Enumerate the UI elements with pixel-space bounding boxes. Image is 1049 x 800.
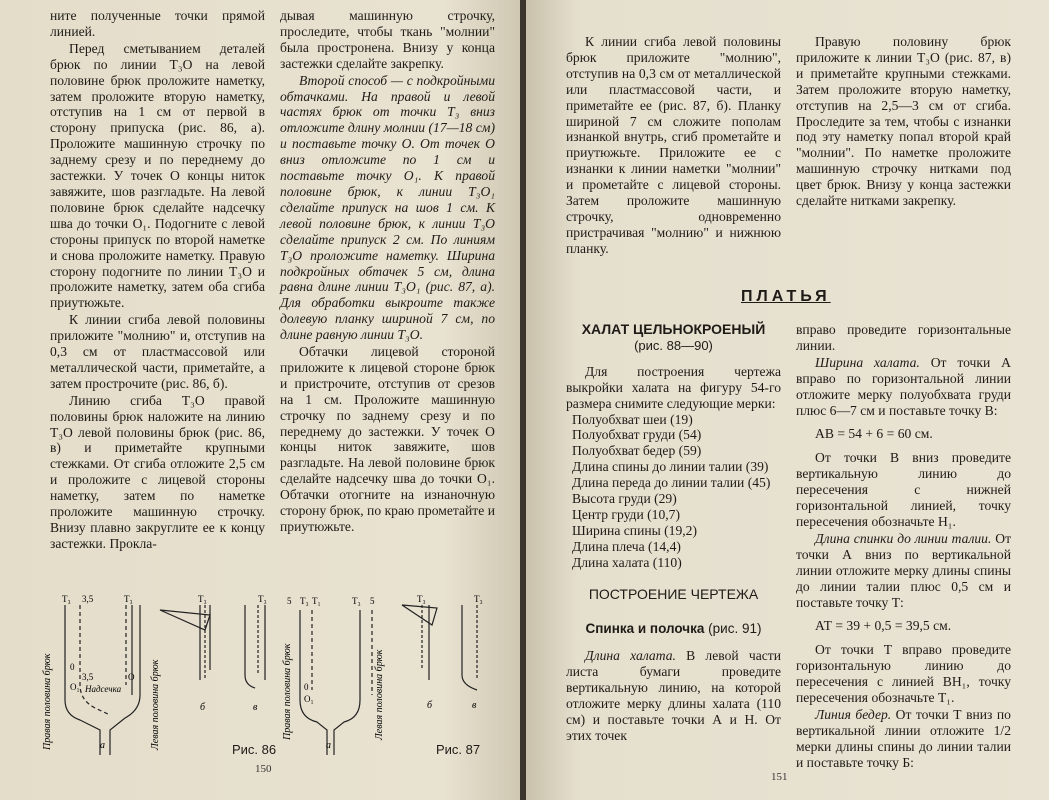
right-page-column-2-top	[796, 34, 1011, 209]
figure-87-caption: Рис. 87	[436, 742, 481, 757]
paragraph-italic: Второй способ — с подкройными обтачками. На правой и левой частях брюк от точки Т₃ вниз отложите длину молнии (17—18 см) и поставьте точку О. От точек О вниз отложите по 1 см и поставьте точку О₁. К правой половине брюк, к линии Т₃О₁ сделайте припуск на шов 1 см. К левой половине брюк, к линии Т₃О сделайте припуск 2 см. По линиям Т₃О проложите наметку. Ширина подкройных обтачек 5 см, длина равна длине линии Т₃О₁ (рис. 87, а). Для обработки выкроите также долевую планку шириной 7 см, по длине равную линии Т₃О.	[280, 72, 495, 343]
list-item: Длина плеча (14,4)	[572, 538, 681, 554]
list-item: Полуобхват бедер (59)	[572, 443, 702, 459]
section-title: ПЛАТЬЯ	[741, 288, 831, 305]
article-title: ХАЛАТ ЦЕЛЬНОКРОЕНЫЙ	[581, 321, 766, 337]
formula: АТ = 39 + 0,5 = 39,5 см.	[815, 618, 952, 634]
lead-italic: Длина спинки до линии талии.	[815, 530, 992, 546]
figure-label: в	[253, 702, 258, 713]
figure-label: а	[326, 740, 331, 751]
right-page-column-1-top	[566, 34, 781, 257]
figure-label: Левая половина брюк	[150, 659, 161, 750]
list-item: Центр груди (10,7)	[572, 506, 680, 522]
list-item: Длина переда до линии талии (45)	[572, 475, 771, 491]
paragraph: К линии сгиба левой половины брюк приложите "молнию", отступив на 0,3 см от металлической или пластмассовой части, и приметайте ее (рис. 87, б). Планку шириной 7 см сложите пополам изнанкой внутрь, сгиб прометайте и приутюжьте. Приложите ее с изнанки к линии наметки "молнии" и прометайте с лицевой стороны. Затем проложите машинную строчку, одновременно пристрачивая "молнию" и нижнюю планку.	[566, 34, 781, 256]
list-item: Высота груди (29)	[572, 491, 677, 507]
formula: АВ = 54 + 6 = 60 см.	[815, 426, 933, 442]
figure-label: Т₁	[312, 596, 321, 606]
figure-label: Т₃	[474, 594, 483, 604]
figure-label: 3,5	[82, 594, 94, 604]
paragraph	[796, 531, 1011, 611]
paragraph: Правую половину брюк приложите к линии Т₃О (рис. 87, в) и приметайте крупными стежками. Затем проложите вторую наметку, отступив на 2,5—3 см от сгиба. Проследите за тем, чтобы с изнанки под эту наметку попал второй край "молнии". По наметке проложите машинную строчку нитками под цвет брюк. Внизу у конца застежки сделайте нитками закрепку.	[796, 34, 1011, 209]
figure-label: а	[100, 740, 105, 751]
left-page	[0, 0, 522, 800]
paragraph: Обтачки лицевой стороной приложите к лицевой стороне брюк и пристрочите, отступив от срезов на 1 см. Проложите машинную строчку по заднему срезу и по переднему до застежки. У точек О концы ниток завяжите, шов разгладьте. На левой половине брюк сделайте надсечку шва до точки О₁. Обтачки отогните на изнаночную сторону брюк, по краю прометайте и приутюжьте.	[280, 344, 495, 534]
figure-label: О₁	[70, 682, 80, 692]
lead-italic: Ширина халата.	[815, 354, 920, 370]
figure-label: Надсечка	[85, 684, 122, 694]
paragraph-text: От точки А вправо по горизонтальной линии отложите мерку полуобхвата груди плюс 6—7 см и поставьте точку В:	[796, 354, 1011, 418]
heading-back-front-ref: (рис. 91)	[708, 620, 762, 636]
figure-86-caption: Рис. 86	[232, 742, 277, 757]
figure-label: О	[128, 672, 135, 682]
heading-construction: ПОСТРОЕНИЕ ЧЕРТЕЖА	[588, 585, 759, 602]
figure-label: Т₃	[198, 594, 207, 604]
figure-label: Т₃	[352, 596, 361, 606]
paragraph: От точки Т вправо проведите горизонтальную линию до пересечения с линией ВН₁, точку пересечения обозначьте Т₁.	[796, 642, 1011, 706]
figure-label: Правая половина брюк	[42, 653, 53, 750]
paragraph: От точки В вниз проведите вертикальную линию до пересечения с нижней горизонтальной линией, точку пересечения обозначьте Н₁.	[796, 450, 1011, 529]
paragraph-text: В левой части листа бумаги проведите вертикальную линию, на которой отложите мерку длины халата (110 см) и поставьте точки А и Н. От этих точек	[566, 648, 781, 743]
figure-label: Левая половина брюк	[374, 649, 385, 740]
paragraph	[796, 355, 1011, 419]
lead-italic: Длина халата.	[585, 648, 676, 664]
paragraph: ните полученные точки прямой линией.	[50, 8, 265, 39]
figure-label: Правая половина брюк	[282, 643, 293, 740]
right-page-column-1	[566, 322, 781, 744]
paragraph	[566, 648, 781, 743]
paragraph: дывая машинную строчку, проследите, чтобы ткань "молнии" была простронена. Внизу у конца застежки сделайте закрепку.	[280, 8, 495, 71]
figure-label: 5	[287, 596, 292, 606]
left-page-column-1	[50, 8, 265, 552]
figure-label: Т₃	[300, 596, 309, 606]
figure-87-drawing	[282, 590, 512, 760]
left-page-column-2	[280, 8, 495, 535]
page-number: 150	[255, 763, 272, 775]
paragraph: вправо проведите горизонтальные линии.	[796, 322, 1011, 353]
list-item: Длина халата (110)	[572, 554, 682, 570]
figure-label: в	[472, 700, 477, 711]
list-item: Полуобхват шеи (19)	[572, 411, 693, 427]
paragraph: Линию сгиба Т₃О правой половины брюк наложите на линию Т₃О левой половины брюк (рис. 86, в) и приметайте крупными стежками. От сгиба отложите 2,5 см и проложите с лицевой стороны наметку, затем по наметке проложите машинную строчку. Внизу плавно закруглите ее к концу застежки. Прокла-	[50, 392, 265, 551]
right-page	[526, 0, 1049, 800]
intro-paragraph: Для построения чертежа выкройки халата на фигуру 54-го размера снимите следующие мерки:	[566, 363, 781, 411]
figure-label: Т₃	[417, 594, 426, 604]
figure-label: Т₃	[124, 594, 133, 604]
measurements-list	[566, 412, 781, 571]
heading-back-front	[566, 621, 781, 637]
figure-label: 0	[70, 662, 75, 672]
paragraph: Перед сметыванием деталей брюк по линии Т₃О на левой половине брюк проложите наметку, затем проложите вторую наметку, отступив на 1 см от первой в сторону припуска (рис. 86, а). Проложите машинную строчку по заднему срезу и по переднему до застежки. У точек О концы ниток завяжите, шов разгладьте. На левой половине брюк сделайте надсечку шва до точки О₁. Подогните с левой стороны припуск по второй наметке и снова проложите наметку. Правую сторону подогните по линии Т₃О и проложите наметку, затем оба сгиба приутюжьте.	[50, 40, 265, 311]
figure-label: 3,5	[82, 672, 94, 682]
right-page-column-2	[796, 322, 1011, 771]
figure-label: 0	[304, 682, 309, 692]
heading-back-front-label: Спинка и полочка	[585, 620, 705, 636]
figure-label: б	[200, 702, 206, 713]
lead-italic: Линия бедер.	[815, 706, 892, 722]
page-number: 151	[771, 771, 788, 783]
figure-86-drawing	[40, 590, 280, 760]
paragraph-text: От точки А вниз по вертикальной линии отложите мерку длины спины до линии талии плюс 0,5 см и поставьте точку Т:	[796, 530, 1012, 610]
list-item: Длина спины до линии талии (39)	[572, 459, 769, 475]
article-subtitle: (рис. 88—90)	[634, 337, 713, 353]
figure-label: Т₃	[62, 594, 71, 604]
figure-label: О₁	[304, 694, 314, 704]
list-item: Ширина спины (19,2)	[572, 522, 697, 538]
paragraph: К линии сгиба левой половины приложите "молнию" и, отступив на 0,3 см от пластмассовой или металлической части, приметайте, а затем прострочите (рис. 86, б).	[50, 312, 265, 391]
paragraph-text: От точки Т вниз по вертикальной линии отложите 1/2 мерки длины спины до линии талии и поставьте точку Б:	[796, 706, 1011, 770]
figure-label: Т₃	[258, 594, 267, 604]
figure-label: 5	[370, 596, 375, 606]
paragraph	[796, 707, 1011, 771]
list-item: Полуобхват груди (54)	[572, 427, 702, 443]
figure-label: б	[427, 700, 433, 711]
